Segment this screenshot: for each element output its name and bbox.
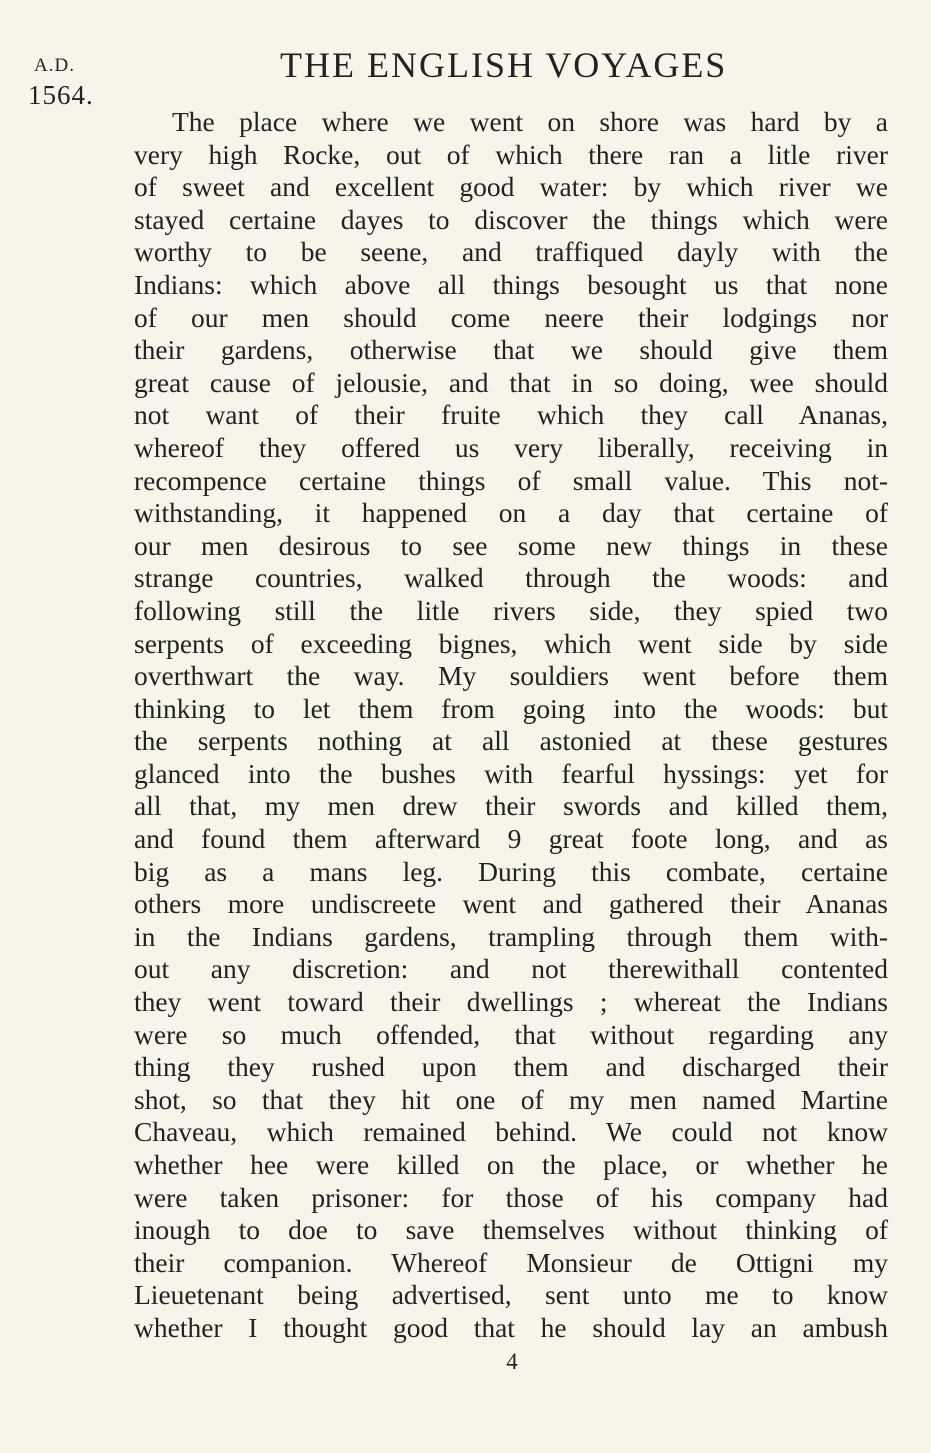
text-line: thinking to let them from going into the woods: but (134, 692, 888, 724)
text-line: of our men should come neere their lodgings nor (134, 301, 888, 333)
text-line: whether I thought good that he should lay an ambush (134, 1311, 888, 1343)
text-line: their gardens, otherwise that we should give them (134, 334, 888, 366)
text-line: Indians: which above all things besought us that none (134, 268, 888, 300)
text-line: strange countries, walked through the woods: and (134, 562, 888, 594)
text-line: they went toward their dwellings ; whereat the Indians (134, 986, 888, 1018)
text-line: following still the litle rivers side, they spied two (134, 594, 888, 626)
text-line: Lieuetenant being advertised, sent unto me to know (134, 1279, 888, 1311)
text-line: our men desirous to see some new things in these (134, 529, 888, 561)
text-line: were taken prisoner: for those of his company had (134, 1181, 888, 1213)
text-line: were so much offended, that without regarding any (134, 1018, 888, 1050)
text-line: big as a mans leg. During this combate, certaine (134, 855, 888, 887)
text-line: and found them afterward 9 great foote long, and as (134, 823, 888, 855)
text-line: The place where we went on shore was hard by a (172, 106, 888, 137)
text-line: not want of their fruite which they call Ananas, (134, 399, 888, 431)
text-line: serpents of exceeding bignes, which went side by side (134, 627, 888, 659)
text-line: stayed certaine dayes to discover the things which were (134, 203, 888, 235)
margin-note-era: A.D. (34, 55, 75, 76)
page-number: 4 (506, 1349, 518, 1374)
text-line: in the Indians gardens, trampling through them with- (134, 920, 888, 952)
text-line: withstanding, it happened on a day that certaine of (134, 497, 888, 529)
text-line: all that, my men drew their swords and killed them, (134, 790, 888, 822)
text-line: shot, so that they hit one of my men named Martine (134, 1083, 888, 1115)
text-line: their companion. Whereof Monsieur de Ottigni my (134, 1246, 888, 1278)
text-line: overthwart the way. My souldiers went before them (134, 660, 888, 692)
text-line: worthy to be seene, and traffiqued dayly with the (134, 236, 888, 268)
text-line: others more undiscreete went and gathered their Ananas (134, 888, 888, 920)
margin-note-year: 1564. (28, 80, 94, 110)
text-line: Chaveau, which remained behind. We could not know (134, 1116, 888, 1148)
text-line: whereof they offered us very liberally, receiving in (134, 431, 888, 463)
text-line: of sweet and excellent good water: by which river we (134, 171, 888, 203)
text-line: whether hee were killed on the place, or whether he (134, 1149, 888, 1180)
running-title: THE ENGLISH VOYAGES (280, 45, 728, 85)
text-line: recompence certaine things of small value. This not- (134, 464, 888, 496)
body-paragraph (134, 106, 888, 1345)
text-line: out any discretion: and not therewithall contented (134, 953, 888, 985)
text-line: the serpents nothing at all astonied at these gestures (134, 725, 888, 757)
text-line: inough to doe to save themselves without thinking of (134, 1214, 888, 1246)
text-line: glanced into the bushes with fearful hyssings: yet for (134, 757, 888, 789)
text-line: great cause of jelousie, and that in so doing, wee should (134, 366, 888, 398)
text-line: very high Rocke, out of which there ran a litle river (134, 138, 888, 170)
text-line: thing they rushed upon them and discharged their (134, 1051, 888, 1083)
